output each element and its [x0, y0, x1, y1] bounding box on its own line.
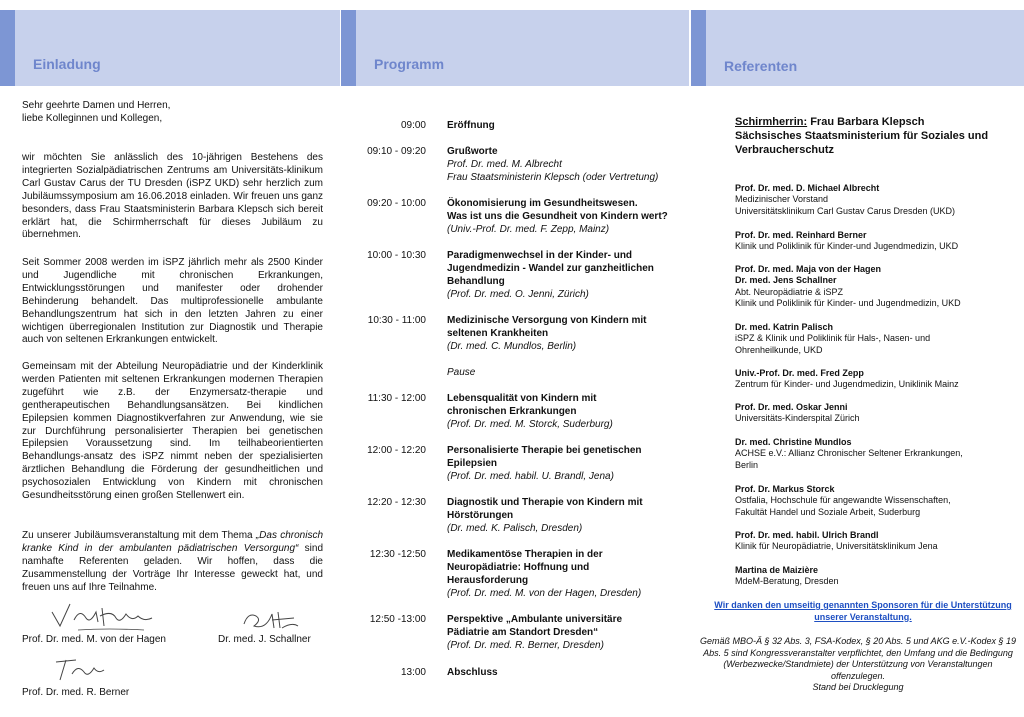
program-time: 11:30 - 12:00 [367, 393, 426, 404]
einladung-title: Einladung [33, 56, 101, 72]
program-title-line: Abschluss [447, 667, 498, 678]
referent-affiliation: MdeM-Beratung, Dresden [735, 576, 839, 587]
program-speaker-line: (Dr. med. C. Mundlos, Berlin) [447, 340, 577, 352]
program-time: 09:20 - 10:00 [367, 198, 426, 209]
program-description [447, 198, 691, 237]
program-description [447, 549, 691, 601]
referent-affiliation: Abt. Neuropädiatrie & iSPZ [735, 286, 844, 297]
program-speaker-line: (Prof. Dr. med. M. von der Hagen, Dresden) [447, 587, 642, 599]
program-title-line: Perspektive „Ambulante universitäre [447, 614, 623, 625]
referent-affiliation: Klinik für Neuropädiatrie, Universitätsklinikum Jena [735, 541, 938, 552]
program-speaker-line: Frau Staatsministerin Klepsch (oder Vertretung) [447, 171, 659, 183]
symposium-theme: „Das chronisch kranke Kind in der ambulanten pädiatrischen Versorgung“ [22, 530, 323, 554]
program-title-line: Medikamentöse Therapien in der [447, 549, 603, 560]
greeting-line-2: liebe Kolleginnen und Kollegen, [22, 112, 163, 124]
einladung-header [0, 10, 340, 86]
program-speaker-line: (Prof. Dr. med. habil. U. Brandl, Jena) [447, 470, 614, 482]
referent-affiliation: Medizinischer Vorstand [735, 194, 829, 205]
program-time: 09:00 [400, 120, 426, 131]
program-title-line: Eröffnung [447, 120, 495, 131]
program-title-line: Neuropädiatrie: Hoffnung und [447, 561, 590, 573]
referent-name: Martina de Maizière [735, 565, 819, 575]
signature-von-der-hagen [48, 600, 158, 638]
schirmherrin-block [735, 115, 1005, 157]
program-speaker-line: (Dr. med. K. Palisch, Dresden) [447, 522, 583, 534]
paragraph-4 [22, 530, 323, 595]
program-title-line: Jugendmedizin - Wandel zur ganzheitlichen [447, 262, 654, 274]
disclosure-text: Gemäß MBO-Ä § 32 Abs. 3, FSA-Kodex, § 20 Abs. 5 und AKG e.V.-Kodex § 19 Abs. 5 sind Kongressveranstalter verpflichtet, den Umfang und die Bedingung (Werbezwecke/Standmiete) der Unterstützung von Veranstaltungen offenzulegen. [700, 636, 1016, 681]
header-stripe [341, 10, 356, 86]
schirmherrin-name: Frau Barbara Klepsch [807, 116, 925, 128]
program-time: 10:30 - 11:00 [367, 315, 426, 326]
program-time: 12:20 - 12:30 [367, 497, 426, 508]
einladung-panel [0, 0, 340, 717]
program-speaker-line: Pause [447, 366, 476, 378]
referent-entry [735, 402, 1020, 425]
signatory-von-der-hagen: Prof. Dr. med. M. von der Hagen [22, 634, 166, 645]
referent-entry [735, 484, 1020, 518]
referent-name: Prof. Dr. Markus Storck [735, 484, 835, 494]
referent-name: Dr. med. Jens Schallner [735, 275, 837, 286]
program-time: 13:00 [400, 667, 426, 678]
program-description [447, 497, 691, 536]
referent-affiliation: Berlin [735, 459, 759, 470]
program-speaker-line [447, 354, 691, 367]
program-title-line: Paradigmenwechsel in der Kinder- und [447, 250, 633, 261]
program-title-line: Medizinische Versorgung von Kindern mit [447, 315, 647, 326]
greeting-line-1: Sehr geehrte Damen und Herren, [22, 100, 171, 111]
paragraph-2: Seit Sommer 2008 werden im iSPZ jährlich mehr als 2500 Kinder und Jugendliche mit chronischen Erkrankungen, Entwicklungsstörungen und manifester oder drohender Behinderung behandelt. Das multiprofessionelle ambulante Behandlungszentrum hat sich in den letzten Jahren zu einer wichtigen überregionalen Institution zur Diagnostik und Therapie auch von seltenen Erkrankungen entwickelt. [22, 257, 323, 346]
program-title-line: Lebensqualität von Kindern mit [447, 393, 597, 404]
referent-affiliation: Zentrum für Kinder- und Jugendmedizin, Uniklinik Mainz [735, 379, 959, 390]
referent-name: Dr. med. Christine Mundlos [735, 437, 852, 447]
programm-header [341, 10, 689, 86]
referent-name: Dr. med. Katrin Palisch [735, 322, 834, 332]
program-title-line: Was ist uns die Gesundheit von Kindern wert? [447, 210, 668, 222]
referent-affiliation: Ohrenheilkunde, UKD [735, 344, 823, 355]
program-time: 10:00 - 10:30 [367, 250, 426, 261]
program-description [447, 315, 691, 380]
referent-entry [735, 530, 1020, 553]
program-time: 09:10 - 09:20 [367, 146, 426, 157]
referenten-title: Referenten [724, 58, 798, 74]
program-speaker-line: (Prof. Dr. med. O. Jenni, Zürich) [447, 288, 589, 300]
referent-name: Prof. Dr. med. habil. Ulrich Brandl [735, 530, 879, 540]
referent-entry [735, 368, 1020, 391]
program-description [447, 393, 691, 432]
referent-affiliation: Klinik und Poliklinik für Kinder- und Jugendmedizin, UKD [735, 297, 961, 308]
paragraph-3: Gemeinsam mit der Abteilung Neuropädiatrie und der Kinderklinik werden Patienten mit seltenen Erkrankungen modernen Therapien zugeführt wie z.B. der Enzymersatz-therapie und gentherapeutischen Behandlungsansätzen. Bei kindlichen Epilepsien kommen Diagnostikverfahren zur Anwendung, wie sie zur Durchführung personalisierter Therapien bei genetischen Epilepsien Voraussetzung sind. Im teilhabeorientierten Behandlungs-ansatz des iSPZ nimmt neben der spezialisierten ärztlichen Behandlung die Förderung der gesundheitlichen und psychosozialen Entwicklung von Kindern mit chronischen Gesundheitsstörung einen großen Stellenwert ein. [22, 361, 323, 502]
referent-affiliation: Klinik und Poliklinik für Kinder-und Jugendmedizin, UKD [735, 241, 959, 252]
program-description [447, 667, 691, 680]
program-speaker-line: (Prof. Dr. med. M. Storck, Suderburg) [447, 418, 613, 430]
program-time: 12:30 -12:50 [369, 549, 426, 560]
referent-entry [735, 322, 1020, 356]
schirmherrin-org: Sächsisches Staatsministerium für Soziales und Verbraucherschutz [735, 130, 989, 156]
program-title-line: seltenen Krankheiten [447, 327, 549, 339]
print-status: Stand bei Drucklegung [812, 682, 904, 692]
referent-entry [735, 183, 1020, 217]
referent-entry [735, 565, 1020, 588]
program-description [447, 250, 691, 302]
program-title-line: chronischen Erkrankungen [447, 405, 577, 417]
header-stripe [691, 10, 706, 86]
schirmherrin-label: Schirmherrin: [735, 116, 808, 128]
programm-title: Programm [374, 56, 445, 72]
referent-affiliation: Ostfalia, Hochschule für angewandte Wissenschaften, [735, 495, 951, 506]
program-title-line: Personalisierte Therapie bei genetischen [447, 445, 642, 456]
referent-affiliation: Universitätsklinikum Carl Gustav Carus Dresden (UKD) [735, 205, 956, 216]
referent-entry [735, 437, 1020, 471]
referent-entry [735, 264, 1020, 309]
program-title-line: Hörstörungen [447, 509, 514, 521]
program-title-line: Ökonomisierung im Gesundheitswesen. [447, 198, 638, 209]
signature-schallner [238, 606, 302, 636]
referenten-panel [691, 0, 1024, 717]
signatory-berner: Prof. Dr. med. R. Berner [22, 687, 130, 698]
program-description [447, 120, 691, 133]
referent-name: Univ.-Prof. Dr. med. Fred Zepp [735, 368, 864, 378]
referent-name: Prof. Dr. med. D. Michael Albrecht [735, 183, 880, 193]
referent-name: Prof. Dr. med. Reinhard Berner [735, 230, 867, 240]
referent-entry [735, 230, 1020, 253]
greeting [22, 100, 323, 126]
paragraph-4-start: Zu unserer Jubiläumsveranstaltung mit dem Thema [22, 530, 256, 541]
referent-affiliation: Universitäts-Kinderspital Zürich [735, 413, 860, 424]
program-title-line: Pädiatrie am Standort Dresden“ [447, 626, 599, 638]
program-speaker-line: Prof. Dr. med. M. Albrecht [447, 158, 562, 170]
program-title-line: Diagnostik und Therapie von Kindern mit [447, 497, 643, 508]
program-speaker-line: (Prof. Dr. med. R. Berner, Dresden) [447, 639, 604, 651]
paragraph-1: wir möchten Sie anlässlich des 10-jährigen Bestehens des integrierten Sozialpädiatrischen Zentrums am Universitäts-klinikum Carl Gustav Carus der TU Dresden (iSPZ UKD) sehr herzlich zum Jubiläumssymposium am 16.06.2018 einladen. Wir freuen uns ganz besonders, dass Frau Staatsministerin Barbara Klepsch sich bereit erklärt hat, die Schirmherrschaft für dieses Jubiläum zu übernehmen. [22, 152, 323, 241]
referenten-header [691, 10, 1024, 86]
referent-name: Prof. Dr. med. Maja von der Hagen [735, 264, 882, 274]
referent-affiliation: ACHSE e.V.: Allianz Chronischer Seltener Erkrankungen, [735, 448, 963, 459]
referent-name: Prof. Dr. med. Oskar Jenni [735, 402, 848, 412]
program-speaker-line: (Univ.-Prof. Dr. med. F. Zepp, Mainz) [447, 223, 610, 235]
sponsor-thanks-link[interactable]: Wir danken den umseitig genannten Sponsoren für die Unterstützung unserer Veranstaltung. [714, 600, 1012, 622]
program-description [447, 146, 691, 185]
program-title-line: Herausforderung [447, 574, 529, 586]
programm-panel [341, 0, 691, 717]
program-time: 12:50 -13:00 [369, 614, 426, 625]
program-description [447, 445, 691, 484]
referent-affiliation: Fakultät Handel und Soziale Arbeit, Suderburg [735, 506, 921, 517]
program-description [447, 614, 691, 653]
program-title-line: Epilepsien [447, 457, 498, 469]
program-time: 12:00 - 12:20 [367, 445, 426, 456]
program-title-line: Behandlung [447, 275, 505, 287]
paragraph-4-end: sind namhafte Referenten geladen. Wir hoffen, dass die Zusammenstellung der Vorträge Ihr Interesse geweckt hat, und freuen uns auf Ihre Teilnahme. [22, 542, 324, 593]
signature-berner [50, 656, 110, 684]
signatory-schallner: Dr. med. J. Schallner [218, 634, 311, 645]
referent-affiliation: iSPZ & Klinik und Poliklinik für Hals-, Nasen- und [735, 333, 931, 344]
program-title-line: Grußworte [447, 146, 498, 157]
disclosure-note [697, 636, 1019, 694]
header-stripe [0, 10, 15, 86]
